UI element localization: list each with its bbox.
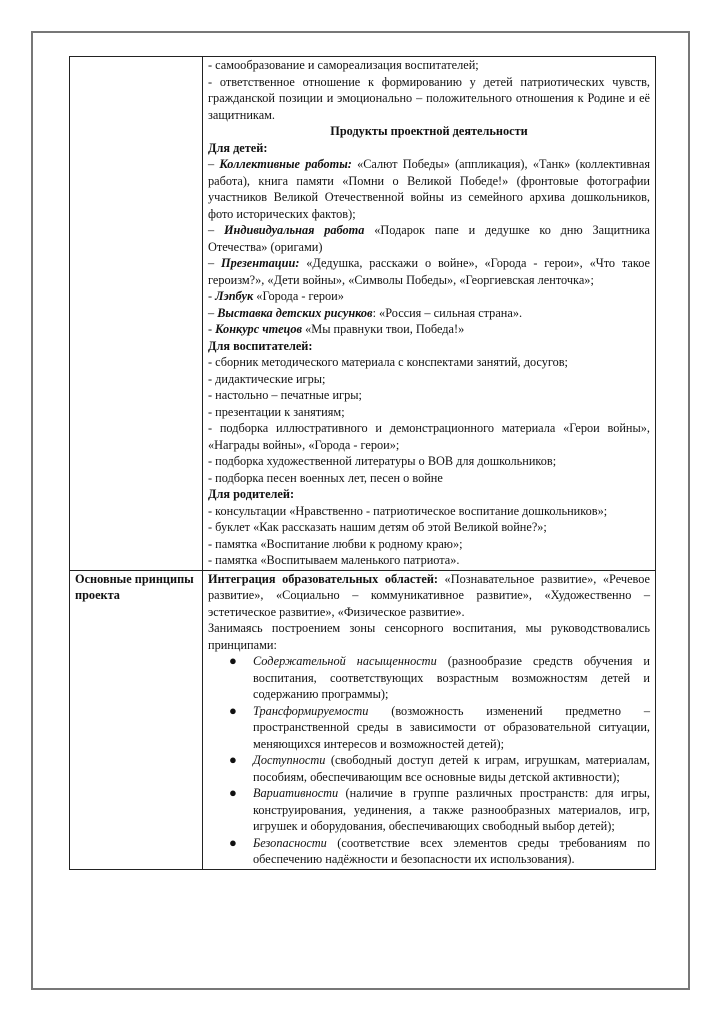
top-line: - ответственное отношение к формированию у детей патриотических чувств, гражданской позиции и эмоционально – положительного отношения к Родине и её защитникам.	[208, 74, 650, 122]
top-line: - самообразование и самореализация воспитателей;	[208, 58, 479, 72]
principles-list	[208, 653, 650, 868]
list-item: - настольно – печатные игры;	[208, 388, 362, 402]
list-item: – Выставка детских рисунков: «Россия – сильная страна».	[208, 305, 523, 320]
list-item: ● Содержательной насыщенности (разнообразие средств обучения и воспитания, соответствующих возрастным возможностям детей и содержанию программы);	[229, 653, 650, 701]
list-item: - сборник методического материала с конспектами занятий, досугов;	[208, 355, 568, 369]
bullet-icon: ●	[229, 752, 237, 767]
table-row	[70, 57, 656, 571]
list-item: ● Доступности (свободный доступ детей к играм, игрушкам, материалам, пособиям, обеспечивающим все основные виды детской активности);	[229, 752, 650, 784]
bullet-icon: ●	[229, 702, 237, 718]
list-item: - Лэпбук «Города - герои»	[208, 289, 344, 303]
list-item: - консультации «Нравственно - патриотическое воспитание дошкольников»;	[208, 503, 608, 518]
principles-label: Основные принципы проекта	[70, 570, 203, 869]
empty-label-cell	[70, 57, 203, 571]
list-item: - подборка песен военных лет, песен о войне	[208, 470, 443, 485]
list-item: - памятка «Воспитываем маленького патриота».	[208, 553, 460, 567]
bullet-icon: ●	[229, 834, 237, 850]
teachers-heading: Для воспитателей:	[208, 338, 313, 353]
project-table	[69, 56, 656, 870]
children-heading: Для детей:	[208, 140, 268, 155]
products-heading: Продукты проектной деятельности	[330, 124, 528, 138]
parents-heading: Для родителей:	[208, 487, 295, 501]
list-item: – Коллективные работы: «Салют Победы» (аппликация), «Танк» (коллективная работа), книга памяти «Помни о Великой Победе!» (фронтовые фотографии участников Великой Отечественной войны из семейного архива дошкольников, фото исторических фактов);	[208, 157, 650, 221]
list-item: - подборка художественной литературы о ВОВ для дошкольников;	[208, 454, 557, 468]
list-item: - Конкурс чтецов «Мы правнуки твои, Победа!»	[208, 322, 465, 336]
principles-intro: Занимаясь построением зоны сенсорного воспитания, мы руководствовались принципами:	[208, 621, 650, 652]
integration-paragraph: Интеграция образовательных областей: «Познавательное развитие», «Речевое развитие», «Социально – коммуникативное развитие», «Художественно – эстетическое развитие», «Физическое развитие».	[208, 571, 650, 619]
list-item: ● Вариативности (наличие в группе различных пространств: для игры, конструирования, уединения, а также разнообразных материалов, игр, игрушек и оборудования, обеспечивающих свободный выбор детей);	[229, 785, 650, 833]
bullet-icon: ●	[229, 785, 237, 800]
table-row	[70, 570, 656, 869]
bullet-icon: ●	[229, 653, 237, 668]
list-item: ● Трансформируемости (возможность изменений предметно – пространственной среды в зависимости от образовательной ситуации, меняющихся интересов и возможностей детей);	[229, 702, 650, 751]
list-item: - буклет «Как рассказать нашим детям об этой Великой войне?»;	[208, 520, 547, 534]
content-cell	[203, 57, 656, 571]
principles-cell	[203, 570, 656, 869]
list-item: - подборка иллюстративного и демонстрационного материала «Герои войны», «Награды войны», «Города - герои»;	[208, 421, 650, 452]
list-item: - памятка «Воспитание любви к родному краю»;	[208, 536, 463, 551]
list-item: - презентации к занятиям;	[208, 404, 345, 419]
list-item: – Презентации: «Дедушка, расскажи о войне», «Города - герои», «Что такое героизм?», «Дети войны», «Символы Победы», «Георгиевская ленточка»;	[208, 256, 650, 287]
list-item: - дидактические игры;	[208, 371, 326, 386]
list-item: – Индивидуальная работа «Подарок папе и дедушке ко дню Защитника Отечества» (оригами)	[208, 223, 650, 254]
list-item: ● Безопасности (соответствие всех элементов среды требованиям по обеспечению надёжности и безопасности их использования).	[229, 834, 650, 866]
